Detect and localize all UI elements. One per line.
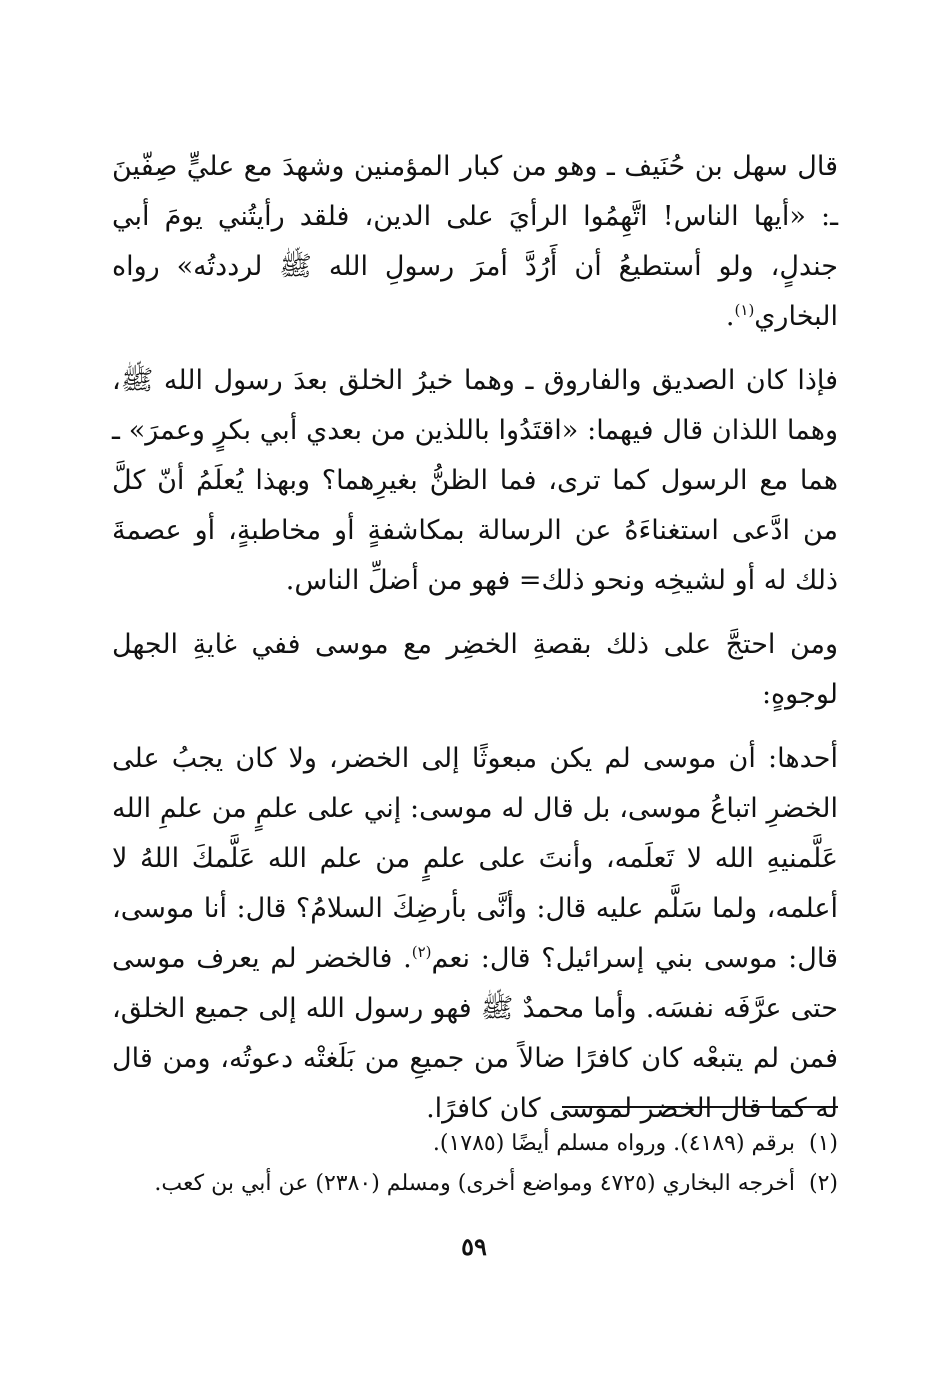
paragraph-4-text: أحدها: أن موسى لم يكن مبعوثًا إلى الخضر، ولا كان يجبُ على الخضرِ اتباعُ موسى، بل قال له موسى: إني على علمٍ من علمِ الله عَلَّمنيهِ الله لا تَعلَمه، وأنتَ على علمٍ من علم الله عَلَّمكَ اللهُ لا أعلمه، ولما سَلَّم عليه قال: وأنَّى بأرضِكَ السلامُ؟ قال: أنا موسى، قال: موسى بني إسرائيل؟ قال: نعم (112, 743, 838, 974)
paragraph-1-text: قال سهل بن حُنَيف ـ وهو من كبار المؤمنين وشهدَ مع عليٍّ صِفّينَ ـ: «أيها الناس! اتَّهِمُوا الرأيَ على الدين، فلقد رأيتُني يومَ أبي جندلٍ، ولو أستطيعُ أن أَرُدَّ أمرَ رسولِ الله ﷺ لرددتُه» رواه البخاري (112, 151, 838, 332)
footnote-1-text: برقم (٤١٨٩). ورواه مسلم أيضًا (١٧٨٥). (432, 1131, 795, 1156)
footnote-2-number: (٢) (808, 1171, 838, 1196)
paragraph-1-end: . (725, 301, 735, 332)
footnote-1-number: (١) (808, 1131, 838, 1156)
paragraph-1 (112, 142, 838, 342)
paragraph-4-continuation: . فالخضر لم يعرف موسى حتى عرَّفَه نفسَه. وأما محمدٌ ﷺ فهو رسول الله إلى جميع الخلق، فمن لم يتبعْه كان كافرًا ضالاً من جميعِ من بَلَغتْه دعوتُه، ومن قال له كما قال الخضر لموسى كان كافرًا. (112, 943, 838, 1124)
main-text (112, 142, 838, 1148)
footnote-2-text: أخرجه البخاري (٤٧٢٥ ومواضع أخرى) ومسلم (٢٣٨٠) عن أبي بن كعب. (154, 1171, 795, 1196)
footnote-separator (562, 1106, 838, 1108)
footnote-2 (100, 1164, 838, 1204)
paragraph-2: فإذا كان الصديق والفاروق ـ وهما خيرُ الخلق بعدَ رسول الله ﷺ، وهما اللذان قال فيهما: «اقتَدُوا باللذين من بعدي أبي بكرٍ وعمرَ» ـ هما مع الرسول كما ترى، فما الظنُّ بغيرِهما؟ وبهذا يُعلَمُ أنّ كلَّ من ادَّعى استغناءَهُ عن الرسالة بمكاشفةٍ أو مخاطبةٍ، أو عصمةَ ذلك له أو لشيخِه ونحو ذلك= فهو من أضلِّ الناس. (112, 365, 838, 596)
footnote-2-reference: (٢) (411, 943, 432, 961)
footnote-1 (100, 1124, 838, 1164)
footnote-1-reference: (١) (734, 301, 755, 319)
footnotes (100, 1124, 838, 1204)
paragraph-4 (112, 734, 838, 1134)
paragraph-3: ومن احتجَّ على ذلك بقصةِ الخضِر مع موسى ففي غايةِ الجهل لوجوهٍ: (112, 629, 838, 710)
page-number: ٥٩ (461, 1232, 487, 1261)
